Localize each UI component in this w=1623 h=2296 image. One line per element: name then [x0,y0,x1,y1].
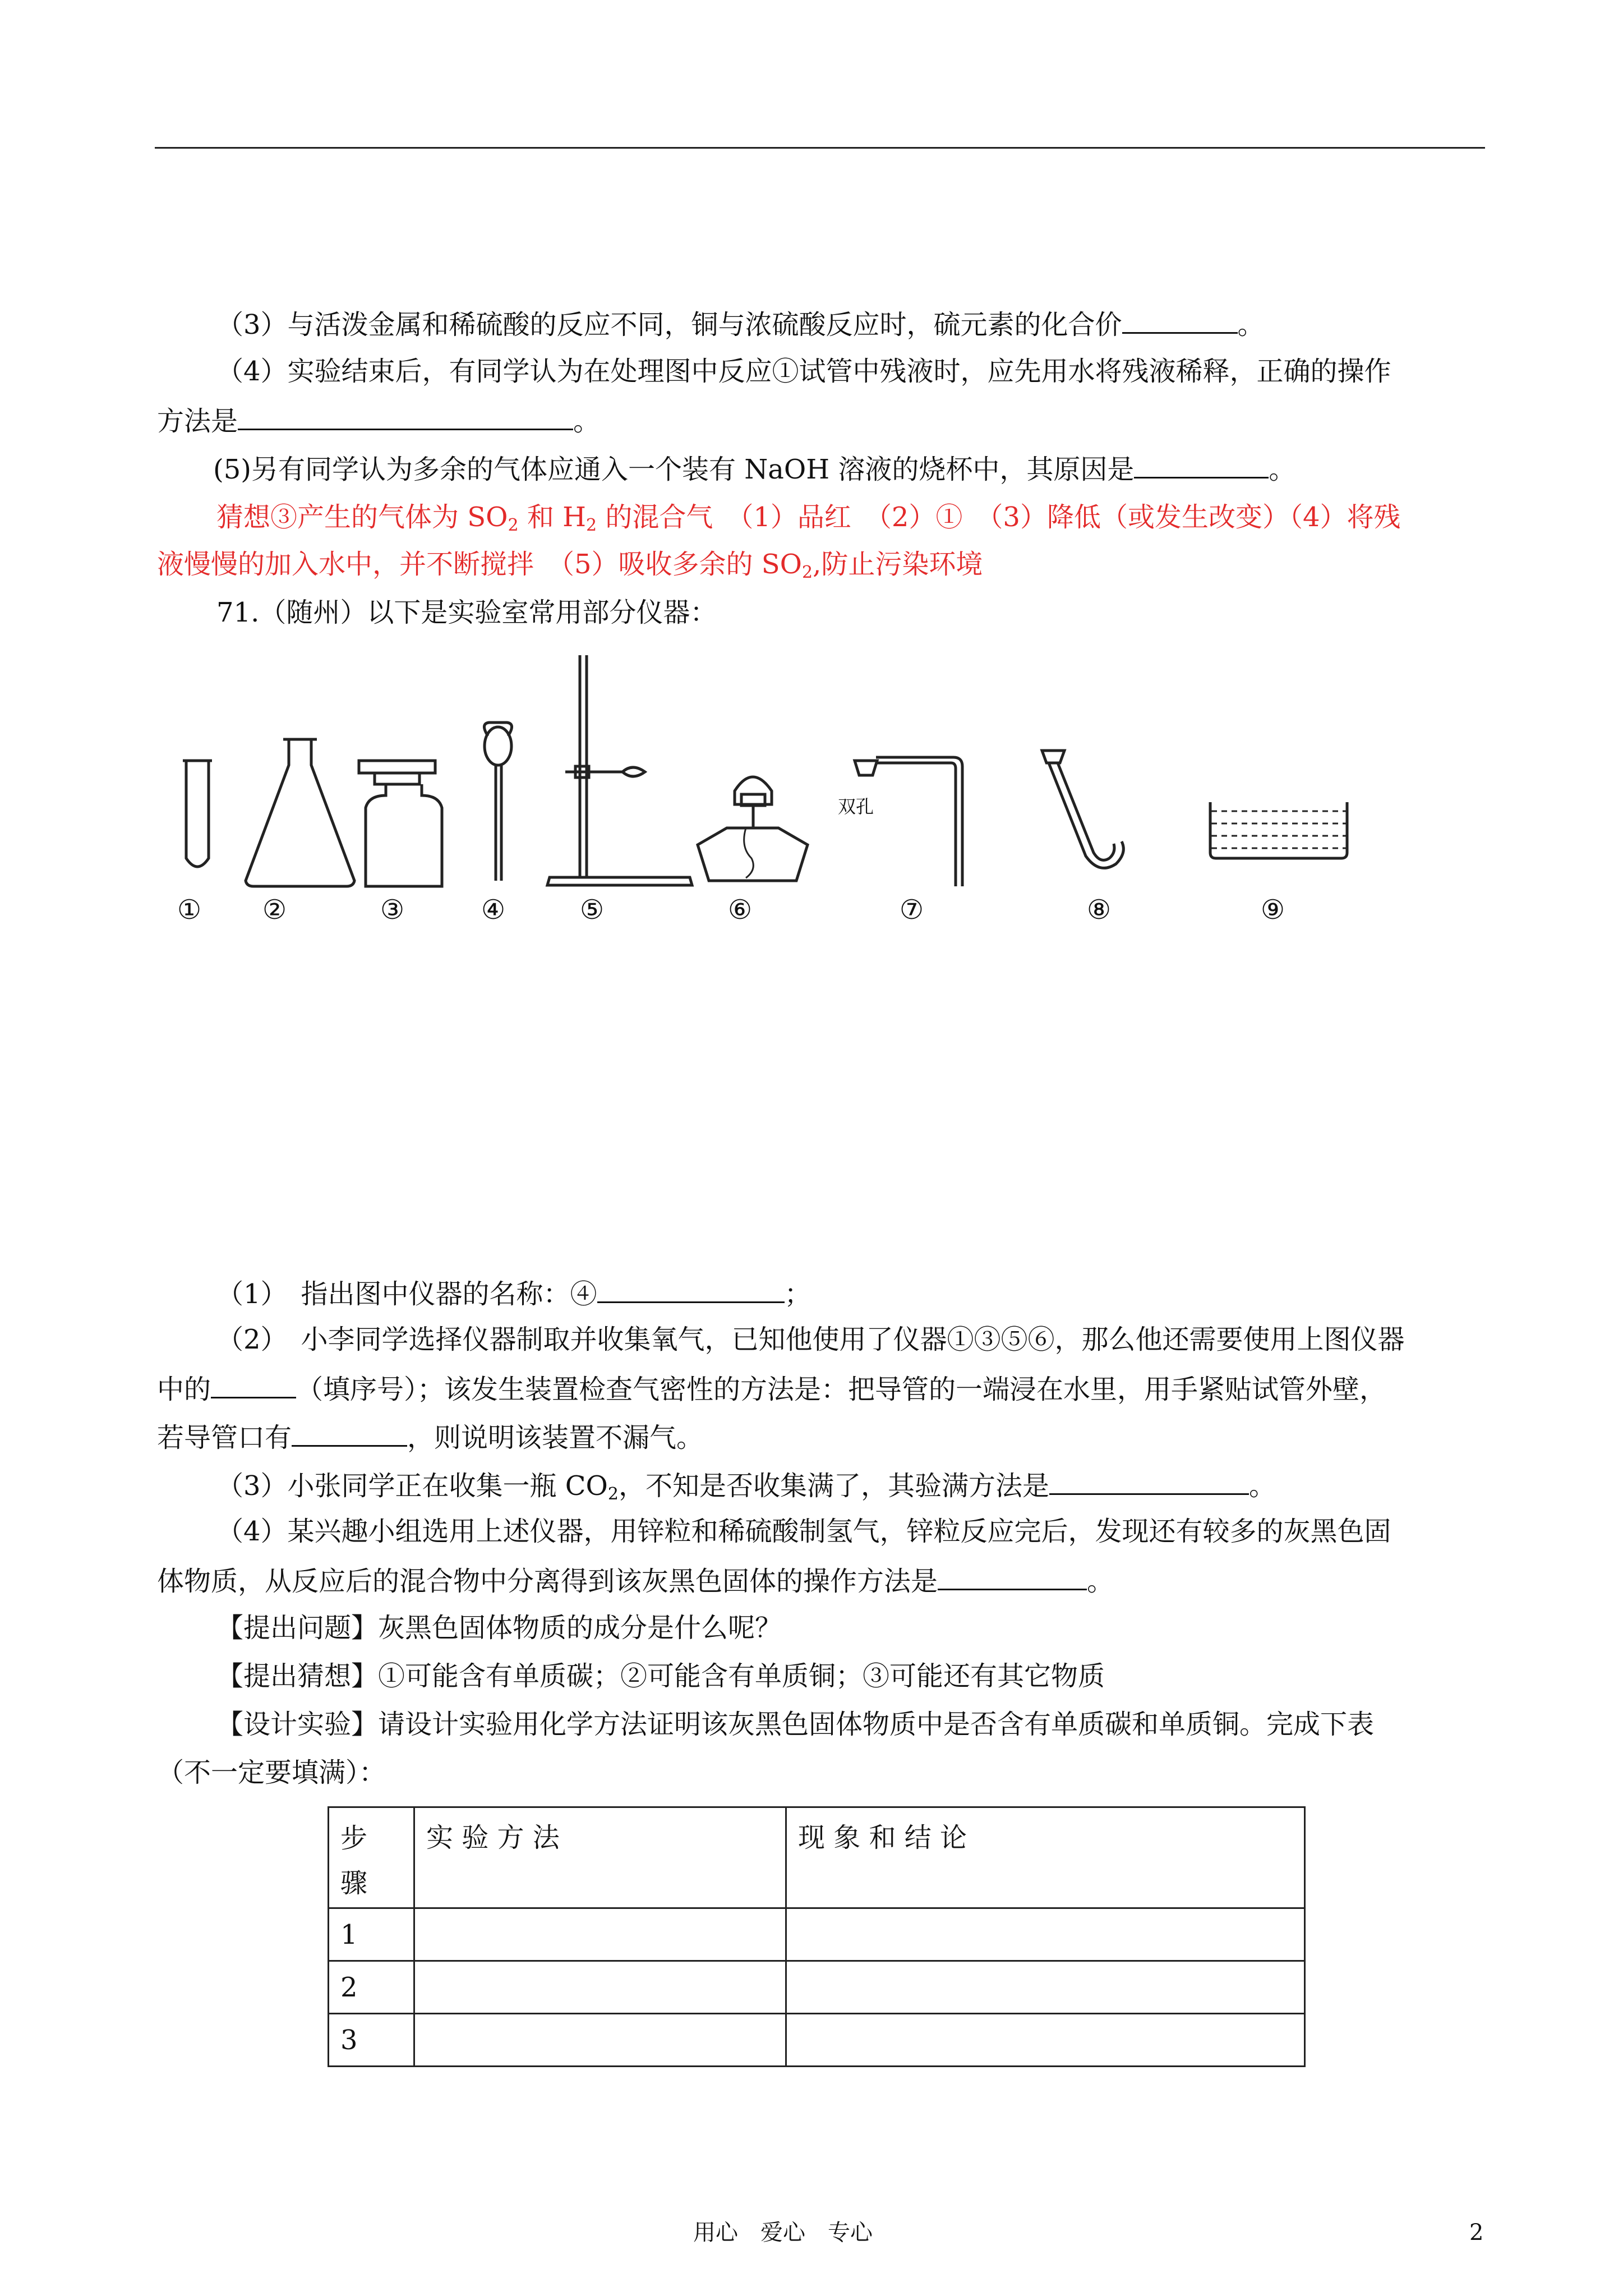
apparatus-label-8: ⑧ [1087,894,1112,926]
q71-part-1 [216,1276,811,1311]
iron-stand-icon [547,655,692,885]
method-cell[interactable] [414,1961,786,2014]
apparatus-label-4: ④ [481,894,506,926]
q71-part-4-line2 [157,1563,1114,1598]
table-header-row [329,1807,1305,1908]
q71-part-2-line2 [157,1371,1386,1406]
punctuation: 。 [1249,1470,1276,1502]
punctuation: 。 [1237,309,1265,341]
apparatus-label-5: ⑤ [580,894,605,926]
question-text: （3）小张同学正在收集一瓶 CO [216,1470,608,1502]
apparatus-label-9: ⑨ [1261,894,1285,926]
hypothesis: 【提出猜想】①可能含有单质碳；②可能含有单质铜；③可能还有其它物质 [216,1660,1105,1692]
long-neck-funnel-icon [484,723,511,881]
punctuation: 。 [573,406,601,437]
stopper-note: 双孔 [838,796,874,817]
table-row [329,1908,1305,1961]
header-step: 步 骤 [329,1807,414,1908]
gas-bottle-icon [359,761,442,886]
question-text: ，则说明该装置不漏气。 [407,1422,704,1453]
q71-part-3 [216,1467,1276,1503]
apparatus-label-6: ⑥ [728,894,753,926]
question-text: （1） 指出图中仪器的名称：④ [216,1278,597,1310]
question-71-title: 71.（随州）以下是实验室常用部分仪器： [216,597,717,628]
question-text: （填序号）；该发生装置检查气密性的方法是：把导管的一端浸在水里，用手紧贴试管外壁， [296,1374,1387,1405]
subscript: 2 [585,516,597,535]
answer-blank[interactable] [938,1563,1087,1590]
delivery-tube-icon [855,757,962,886]
raise-question: 【提出问题】灰黑色固体物质的成分是什么呢？ [216,1612,782,1644]
punctuation: 。 [1269,454,1296,485]
step-number: 3 [329,2014,414,2067]
apparatus-label-2: ② [262,894,287,926]
answer-blank[interactable] [1049,1467,1249,1495]
table-row [329,2014,1305,2067]
answer-blank[interactable] [292,1419,407,1447]
q71-part-2-line3 [157,1419,703,1455]
answer-text: 的混合气 （1）品红 （2）① （3）降低（或发生改变）（4）将残 [597,501,1401,533]
header-method: 实 验 方 法 [414,1807,786,1908]
result-cell[interactable] [786,1961,1305,2014]
page-number: 2 [1469,2220,1484,2246]
step-number: 2 [329,1961,414,2014]
design-experiment-line2: （不一定要填满）： [157,1757,386,1788]
punctuation: 。 [1087,1566,1114,1597]
question-text: （3）与活泼金属和稀硫酸的反应不同，铜与浓硫酸反应时，硫元素的化合价 [216,309,1122,341]
answer-blank[interactable] [211,1371,296,1398]
question-text: 方法是 [157,406,238,437]
q71-part-2-line1: （2） 小李同学选择仪器制取并收集氧气，已知他使用了仪器①③⑤⑥，那么他还需要使用上图仪器 [216,1324,1405,1355]
answer-blank[interactable] [597,1276,785,1303]
apparatus-label-1: ① [177,894,202,926]
subscript: 2 [607,1484,619,1504]
footer-motto: 用心 爱心 专心 [693,2220,873,2246]
question-part-4-line1: （4）实验结束后，有同学认为在处理图中反应①试管中残液时，应先用水将残液稀释，正确的操作 [216,356,1391,387]
table-row [329,1961,1305,2014]
answer-text: 猜想③产生的气体为 SO [216,501,508,533]
answer-text: 液慢慢的加入水中，并不断搅拌 （5）吸收多余的 SO [157,549,803,580]
subscript: 2 [802,563,813,582]
alcohol-lamp-icon [698,777,808,881]
question-text: 中的 [157,1374,211,1405]
header-result: 现 象 和 结 论 [786,1807,1305,1908]
test-tube-icon [183,761,212,867]
question-text: 若导管口有 [157,1422,292,1453]
bent-tube-icon [1042,751,1123,868]
apparatus-label-7: ⑦ [900,894,924,926]
result-cell[interactable] [786,2014,1305,2067]
q71-part-4-line1: （4）某兴趣小组选用上述仪器，用锌粒和稀硫酸制氢气，锌粒反应完后，发现还有较多的灰黑色固 [216,1516,1391,1547]
apparatus-label-3: ③ [380,894,405,926]
subscript: 2 [508,516,519,535]
result-cell[interactable] [786,1908,1305,1961]
experiment-table [328,1806,1306,2067]
conical-flask-icon [246,739,354,886]
question-text: (5)另有同学认为多余的气体应通入一个装有 NaOH 溶液的烧杯中，其原因是 [213,454,1135,485]
answer-text: ,防止污染环境 [813,549,983,580]
design-experiment-line1: 【设计实验】请设计实验用化学方法证明该灰黑色固体物质中是否含有单质碳和单质铜。完成下表 [216,1709,1375,1740]
answer-text: 和 H [518,501,586,533]
question-text: ，不知是否收集满了，其验满方法是 [618,1470,1049,1502]
punctuation: ； [784,1278,811,1310]
method-cell[interactable] [414,1908,786,1961]
step-number: 1 [329,1908,414,1961]
method-cell[interactable] [414,2014,786,2067]
apparatus-figure [0,0,1623,954]
question-text: 体物质，从反应后的混合物中分离得到该灰黑色固体的操作方法是 [157,1566,938,1597]
water-trough-icon [1210,802,1347,858]
